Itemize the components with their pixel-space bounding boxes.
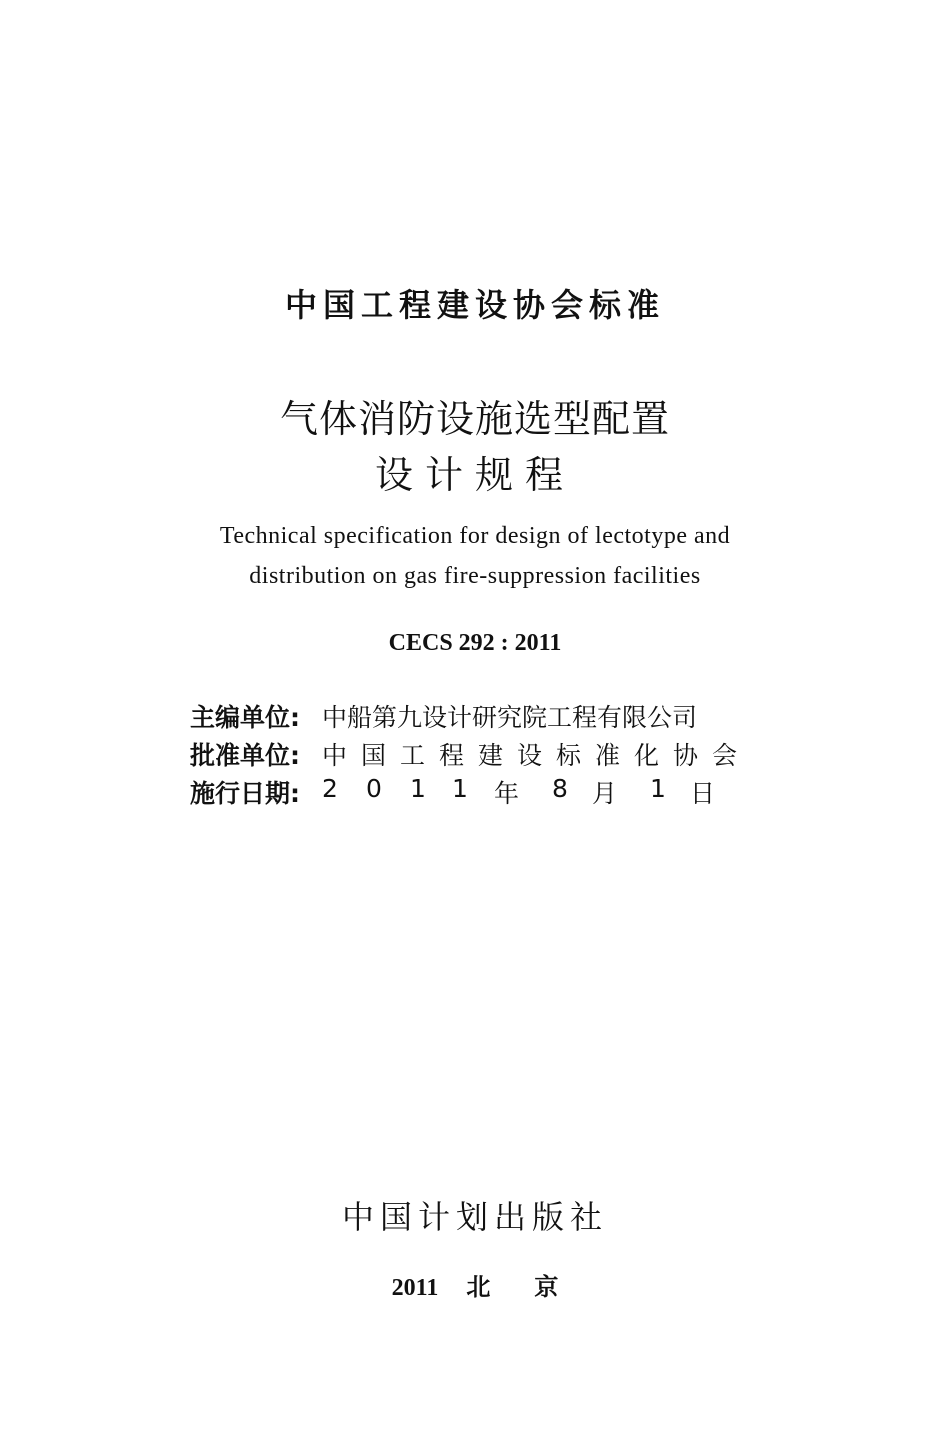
publication-city-char-2: 京: [534, 1275, 559, 1301]
publication-city-char-1: 北: [466, 1275, 491, 1301]
approver-row: [190, 736, 752, 772]
date-part: 8: [552, 774, 568, 803]
publisher: 中国计划出版社: [341, 1198, 608, 1236]
date-part: 1: [410, 774, 426, 803]
date-label: 施行日期:: [190, 779, 300, 808]
english-title-line-2: distribution on gas fire-suppression facilities: [249, 563, 701, 589]
date-part: 月: [592, 779, 618, 808]
editor-label: 主编单位:: [190, 703, 300, 732]
english-title-line-1: Technical specification for design of lectotype and: [219, 523, 731, 549]
date-part: 日: [690, 779, 716, 808]
date-row: [190, 774, 730, 810]
date-part: 0: [366, 774, 382, 803]
date-part: 年: [494, 779, 520, 808]
date-part: 1: [650, 774, 666, 803]
publication-year: 2011: [391, 1275, 439, 1301]
date-part: 2: [322, 774, 338, 803]
editor-row: [190, 698, 730, 734]
standard-series: 中国工程建设协会标准: [284, 286, 665, 324]
title-line-2: 设计规程: [374, 453, 575, 497]
title-line-1: 气体消防设施选型配置: [279, 397, 670, 441]
standard-code: CECS 292 : 2011: [388, 630, 562, 656]
date-part: 1: [452, 774, 468, 803]
approver-label: 批准单位:: [190, 741, 300, 770]
publication-line: [0, 1267, 950, 1302]
editor-value: 中船第九设计研究院工程有限公司: [322, 703, 698, 732]
approver-value: 中国工程建设标准化协会: [322, 741, 752, 770]
